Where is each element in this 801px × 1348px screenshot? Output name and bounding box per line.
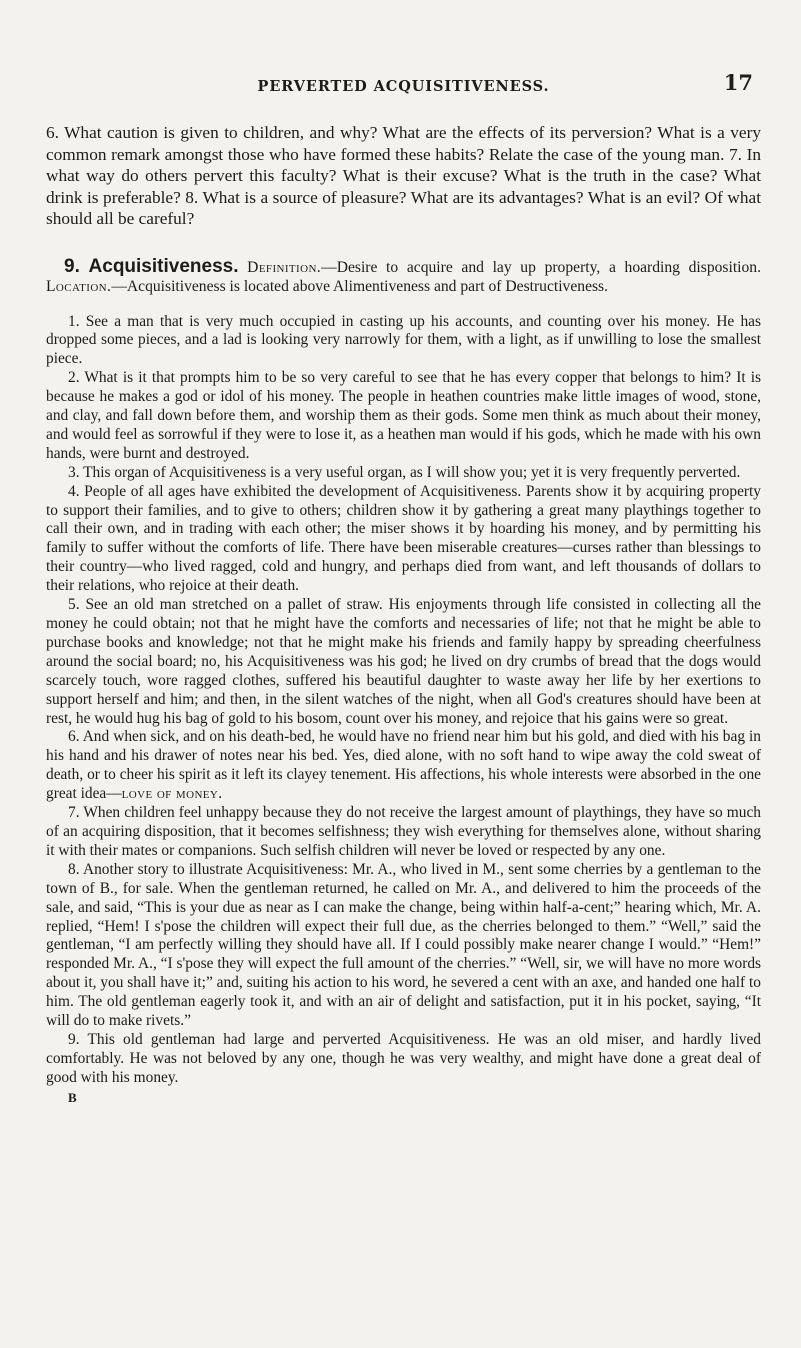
running-head xyxy=(46,66,761,106)
page-number: 17 xyxy=(723,70,753,95)
paragraph-7: 7. When children feel unhappy because they do not receive the largest amount of playthings, they have so much of an acquiring disposition, that it becomes selfishness; they wish everything for themselves alone, without sharing it with their mates or companions. Such selfish children will never be loved or respected by any one. xyxy=(46,804,761,859)
signature-mark: B xyxy=(68,1089,77,1105)
paragraph-6 xyxy=(46,728,761,804)
section-title: Acquisitiveness. xyxy=(88,255,239,277)
paragraph-5: 5. See an old man stretched on a pallet of straw. His enjoyments through life consisted in collecting all the money he could obtain; not that he might have the comforts and necessaries of life; not that he might be able to purchase books and knowledge; not that he might make his friends and family happy by spreading cheerfulness around the social board; no, his Acquisitiveness was his god; he lived on dry crumbs of bread that the dogs would scarcely touch, wore ragged clothes, suffered his beautiful daughter to waste away her life by her exertions to support herself and him; and then, in the silent watches of the night, when all God's creatures should have been at rest, he would hug his bag of gold to his bosom, count over his money, and rejoice that his gains were so great. xyxy=(46,596,761,727)
paragraph-2: 2. What is it that prompts him to be so very careful to see that he has every copper that belongs to him? It is because he makes a god or idol of his money. The people in heathen countries make little images of wood, stone, and clay, and fall down before them, and worship them as their gods. Some men think as much about their money, and would feel as sorrowful if they were to lose it, as a heathen man would if his gods, which he made with his own hands, were burnt and destroyed. xyxy=(46,369,761,462)
body-text xyxy=(46,313,761,1088)
location-label: Location. xyxy=(46,278,112,295)
love-of-money-emphasis: love of money. xyxy=(121,785,223,803)
section-number: 9. xyxy=(64,255,80,277)
paragraph-9: 9. This old gentleman had large and perverted Acquisitiveness. He was an old miser, and hardly lived comfortably. He was not beloved by any one, though he was very wealthy, and might have done a great deal of good with his money. xyxy=(46,1030,761,1086)
definition-label: Definition. xyxy=(247,258,322,276)
paragraph-4: 4. People of all ages have exhibited the development of Acquisitiveness. Parents show it by acquiring property to support their families, and to give to others; children show it by gathering a great many playthings together to call their own, and in trading with each other; the miser shows it by hoarding his money, and by permitting his family to suffer without the comforts of life. There have been miserable creatures—curses rather than blessings to their country—who lived ragged, cold and hungry, and perhaps died from want, and left thousands of dollars to their relations, who rejoice at their death. xyxy=(46,482,761,595)
book-page xyxy=(46,0,761,1348)
paragraph-6-text: 6. And when sick, and on his death-bed, he would have no friend near him but his gold, and died with his bag in his hand and his drawer of notes near his bed. Yes, died alone, with no soft hand to wipe away the cold sweat of death, or to cheer his spirit as it left its clayey tenement. His affections, his whole interests were absorbed in the one great idea— xyxy=(46,728,761,803)
location-text: —Acquisitiveness is located above Alimentiveness and part of Destructiveness. xyxy=(111,278,609,295)
paragraph-8: 8. Another story to illustrate Acquisitiveness: Mr. A., who lived in M., sent some cherries by a gentleman to the town of B., for sale. When the gentleman returned, he called on Mr. A., and delivered to him the proceeds of the sale, and said, “This is your due as near as I can make the change, being within half-a-cent;” hearing which, Mr. A. replied, “Hem! I s'pose the children will expect their full due, as the cherries belonged to them.” “Well,” said the gentleman, “I am perfectly willing they should have all. If I could possibly make nearer change I would.” “Hem!” responded Mr. A., “I s'pose they will expect the full amount of the cherries.” “Well, sir, we will have no more words about it, you shall have it;” and, suiting his action to his word, he severed a cent with an axe, and handed one half to him. The old gentleman eagerly took it, and with an air of delight and satisfaction, put it in his pocket, saying, “It will do to make rivets.” xyxy=(46,860,761,1030)
definition-text: —Desire to acquire and lay up property, a hoarding disposition. xyxy=(321,258,761,276)
review-questions: 6. What caution is given to children, and why? What are the effects of its perversion? What is a very common remark amongst those who have formed these habits? Relate the case of the young man. 7. In what way do others pervert this faculty? What is their excuse? What is the truth in the case? What drink is preferable? 8. What is a source of pleasure? What are its advantages? What is an evil? Of what should all be careful? xyxy=(46,123,761,228)
section-heading xyxy=(46,257,761,297)
paragraph-3: 3. This organ of Acquisitiveness is a very useful organ, as I will show you; yet it is very frequently perverted. xyxy=(68,463,741,481)
running-head-title: PERVERTED ACQUISITIVENESS. xyxy=(257,78,550,95)
paragraph-1: 1. See a man that is very much occupied in casting up his accounts, and counting over his money. He has dropped some pieces, and a lad is looking very narrowly for them, with a light, as if unwilling to lose the smallest piece. xyxy=(46,312,761,368)
